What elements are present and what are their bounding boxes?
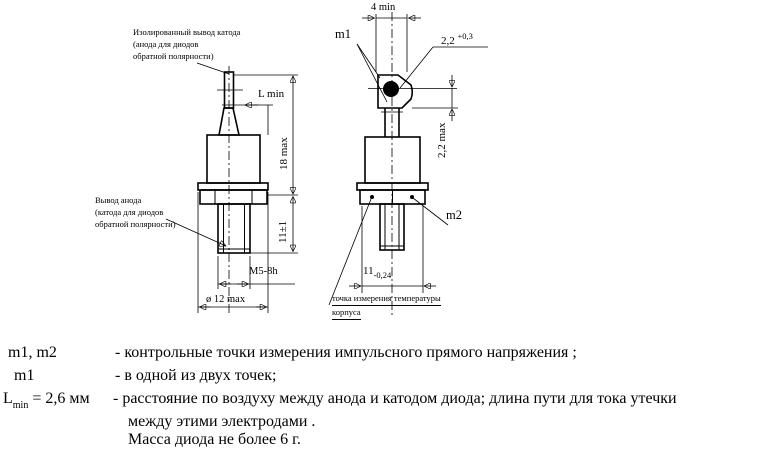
dim-11pm1-label: 11±1 bbox=[277, 220, 289, 243]
note-term-m1: m1 bbox=[14, 367, 35, 384]
measure-point-left-dot bbox=[370, 195, 374, 199]
dim-4min-label: 4 min bbox=[371, 2, 396, 13]
lmin-symbol: L bbox=[3, 390, 13, 407]
dim-18max-label: 18 max bbox=[278, 137, 290, 170]
note-text-m1: - в одной из двух точек; bbox=[115, 367, 277, 384]
cathode-label-line1: Изолированный вывод катода bbox=[133, 27, 241, 37]
note-text-lmin: - расстояние по воздуху между анода и катодом диода; длина пути для тока утечки bbox=[113, 390, 677, 407]
anode-lead-label bbox=[95, 194, 176, 230]
lmin-subscript: min bbox=[12, 400, 29, 411]
dim-lug-thickness-label: 2,2 max bbox=[436, 122, 448, 158]
temp-measure-point-label bbox=[332, 292, 441, 320]
right-threaded-stud bbox=[380, 204, 404, 250]
temp-point-leader bbox=[329, 199, 371, 305]
right-dim-4min bbox=[362, 14, 421, 72]
right-dim-hole bbox=[400, 47, 488, 88]
note-text-mass: Масса диода не более 6 г. bbox=[128, 431, 301, 448]
dim-thread-label: M5-8h bbox=[249, 266, 278, 277]
note-text-m1m2: - контрольные точки измерения импульсного прямого напряжения ; bbox=[115, 344, 577, 361]
point-m1-label: m1 bbox=[335, 27, 351, 41]
cathode-label-line3: обратной полярности) bbox=[133, 51, 214, 61]
m2-leader bbox=[413, 198, 448, 225]
anode-label-line1: Вывод анода bbox=[95, 195, 142, 205]
dim-hole-value: 2,2 bbox=[441, 35, 455, 47]
left-dim-l-min bbox=[222, 105, 273, 135]
right-dim-lug-thickness bbox=[412, 75, 458, 121]
dim-hole-tolerance: +0,3 bbox=[457, 31, 473, 41]
cathode-lead-label bbox=[133, 26, 240, 62]
note-term-lmin bbox=[3, 390, 90, 411]
lug-hole bbox=[383, 81, 399, 97]
cathode-label-leader bbox=[197, 63, 229, 74]
dim-flats-tolerance: -0,24 bbox=[373, 270, 392, 280]
temp-label-line2: корпуса bbox=[332, 306, 361, 320]
left-hex-nut bbox=[200, 190, 267, 204]
left-threaded-stud bbox=[218, 204, 250, 253]
temp-label-line1: точка измерения температуры bbox=[332, 292, 441, 306]
left-body bbox=[207, 135, 260, 183]
dim-diameter-label: ø 12 max bbox=[206, 294, 246, 305]
anode-label-line3: обратной полярности) bbox=[95, 219, 176, 229]
lmin-value: = 2,6 мм bbox=[32, 390, 90, 407]
right-figure bbox=[329, 12, 488, 318]
note-text-continuation: между этими электродами . bbox=[128, 413, 316, 430]
dim-hole-label bbox=[441, 32, 473, 47]
right-body bbox=[365, 137, 420, 183]
point-m2-label: m2 bbox=[446, 208, 462, 222]
dim-flats-label bbox=[363, 266, 391, 280]
left-flange bbox=[198, 183, 268, 190]
anode-label-line2: (катода для диодов bbox=[95, 207, 164, 217]
dim-flats-value: 11 bbox=[363, 265, 374, 277]
m1-leaders bbox=[357, 44, 387, 102]
left-figure bbox=[166, 63, 298, 316]
cathode-label-line2: (анода для диодов bbox=[133, 39, 199, 49]
right-flange bbox=[357, 183, 428, 190]
dim-l-min-label: L min bbox=[258, 88, 285, 100]
note-term-m1m2: m1, m2 bbox=[8, 344, 57, 361]
left-dim-11pm1 bbox=[250, 197, 298, 254]
